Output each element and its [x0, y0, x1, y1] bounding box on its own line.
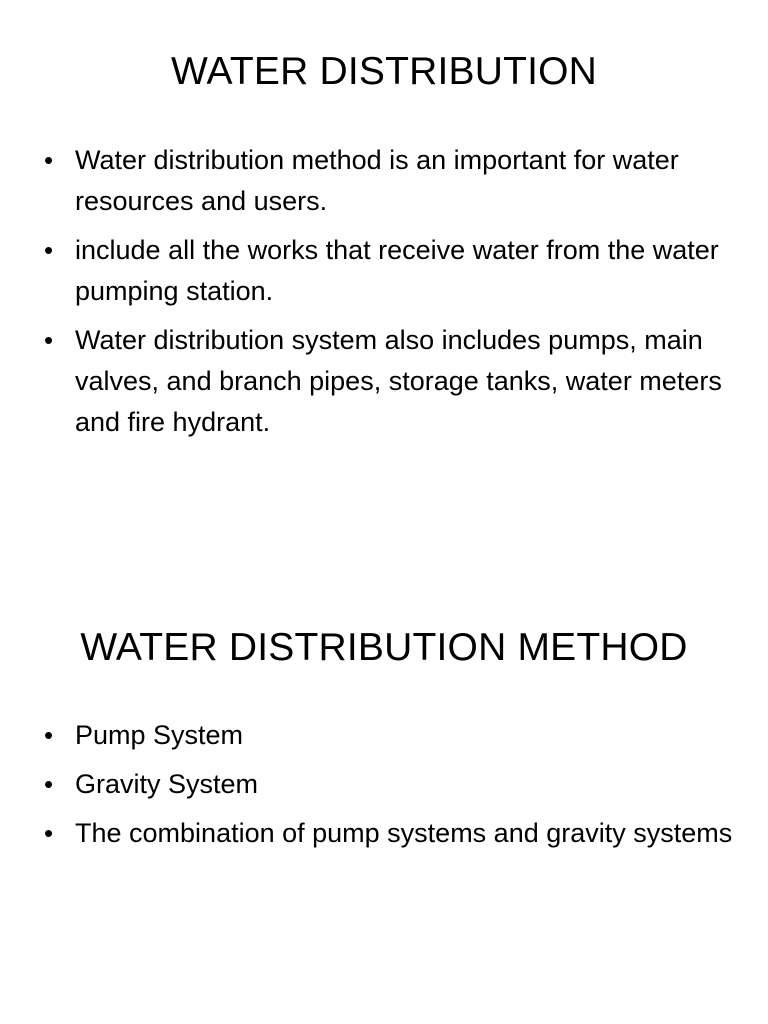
list-item: [42, 230, 742, 312]
bullet-text: Gravity System: [75, 769, 259, 799]
bullet-list: [42, 715, 742, 862]
list-item: [42, 764, 742, 805]
bullet-text: Water distribution system also includes pumps, main valves, and branch pipes, storage tanks, water meters and fire hydrant.: [75, 325, 722, 437]
list-item: [42, 715, 742, 756]
slide-water-distribution-method: [0, 576, 768, 1024]
bullet-text: Pump System: [75, 720, 244, 750]
bullet-icon: •: [44, 145, 54, 175]
list-item: [42, 320, 742, 443]
bullet-text: include all the works that receive water from the water pumping station.: [75, 235, 719, 306]
bullet-text: The combination of pump systems and gravity systems: [75, 818, 733, 848]
slide-title: WATER DISTRIBUTION: [170, 50, 598, 93]
list-item: [42, 813, 742, 854]
bullet-list: [42, 140, 742, 451]
bullet-icon: •: [44, 235, 54, 265]
slide-title: WATER DISTRIBUTION METHOD: [80, 626, 688, 669]
bullet-icon: •: [44, 325, 54, 355]
bullet-icon: •: [44, 769, 54, 799]
bullet-icon: •: [44, 818, 54, 848]
list-item: [42, 140, 742, 222]
bullet-icon: •: [44, 720, 54, 750]
bullet-text: Water distribution method is an important for water resources and users.: [75, 145, 679, 216]
